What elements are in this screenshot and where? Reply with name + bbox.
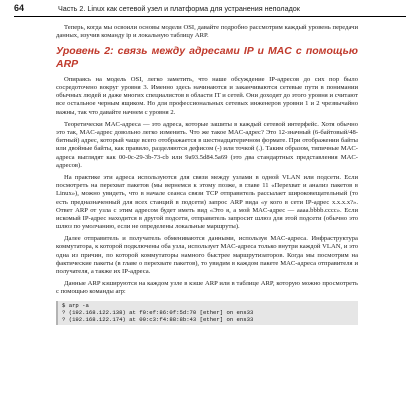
section-heading: Уровень 2: связь между адресами IP и MAC с помощью ARP [56,45,358,70]
page-number: 64 [14,3,25,13]
page-body [56,24,358,325]
paragraph: Опираясь на модель OSI, легко заметить, что наше обсуждение IP-адресов до сих пор было сосредоточено вокруг уровня 3. Именно здесь начинаются и заканчиваются сетевые пути в понимании обычных людей и даже многих специалистов в области IT и сетей. Они доходят до этого уровня и считают все остальное черным ящиком. Но для профессиональных сетевых инженеров уровни 1 и 2 чрезвычайно важны, так что давайте начнем с уровня 2. [56,76,358,116]
paragraph: Теоретически MAC-адреса — это адреса, которые зашиты в каждый сетевой интерфейс. Хотя обычно это так, MAC-адрес довольно легко изменить. Что же такое MAC-адрес? Это 12-значный (6-байтовый/48-битный) адрес, который чаще всего отображается в шестнадцатеричном формате. При отображении байты или двойные байты, как правило, разделяются дефисом (-) или точкой (.). Таким образом, типичные MAC-адреса выглядят как 00-0c-29-3b-73-cb или 9a93.5d84.5a69 (это два стандартных представления MAC-адресов). [56,121,358,169]
paragraph: Теперь, когда мы освоили основы модели OSI, давайте подробно рассмотрим каждый уровень передачи данных, изучив команду ip и локальную таблицу ARP. [56,24,358,40]
paragraph: Данные ARP кэшируются на каждом узле в кэше ARP или в таблице ARP, которую можно просмотреть с помощью команды arp: [56,280,358,296]
code-line: $ arp -a [62,302,89,310]
page-header [14,4,406,17]
running-head: Часть 2. Linux как сетевой узел и платформа для устранения неполадок [58,4,300,13]
code-line: ? (192.168.122.138) at f0:ef:86:0f:5d:70 [ether] on ens33 [62,308,254,316]
code-block [56,301,358,325]
code-line: ? (192.168.122.174) at 00:c3:f4:88:8b:43 [ether] on ens33 [62,315,254,323]
paragraph: На практике эти адреса используются для связи между узлами в одной VLAN или подсети. Если посмотреть на перехват пакетов (мы вернемся к этому позже, в главе 11 «Перехват и анализ пакетов в Linux»), можно увидеть, что в начале сеанса связи TCP отправитель рассылает широковещательный (то есть предназначенный для всех станций в подсети) запрос ARP вида «у кого в сети IP-адрес x.x.x.x?». Ответ ARP от узла с этим адресом будет иметь вид «Это я, а мой MAC-адрес — aaaa.bbbb.cccc». Если искомый IP-адрес находится в другой подсети, отправитель запросит шлюз для этой подсети (обычно это шлюз по умолчанию, если не определены локальные маршруты). [56,174,358,230]
paragraph: Далее отправитель и получатель обмениваются данными, используя MAC-адреса. Инфраструктура коммутатора, к которой подключены оба узла, использует MAC-адреса только внутри каждой VLAN, и это одна из причин, по которой коммутаторы намного быстрее маршрутизаторов. Когда мы посмотрим на фактические пакеты (в главе о перехвате пакетов), то увидим в каждом пакете MAC-адреса отправителя и получателя, а также их IP-адреса. [56,235,358,275]
